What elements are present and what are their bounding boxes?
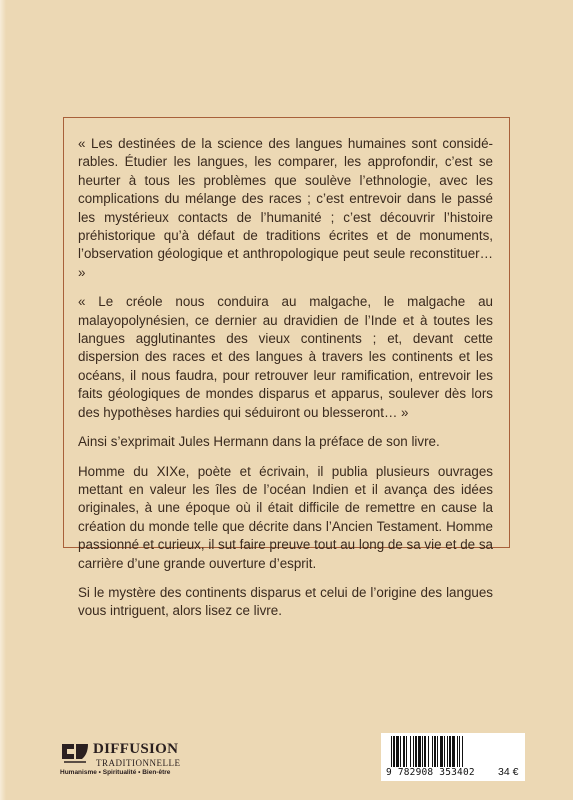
- barcode-image: [385, 736, 493, 767]
- blurb-paragraph-2: « Le créole nous conduira au malgache, le malgache au malayopolynésien, ce dernier au dravidien de l’Inde et à toutes les langues agglutinantes des vieux continents ; et, devant cette dispersion des races et des langues à travers les continents et les océans, il nous faudra, pour retrouver leur ramification, entrevoir les faits géologiques de mondes disparus et apparus, soulever dès lors des hypothèses hardies qui séduiront ou blesseront… »: [78, 294, 493, 420]
- publisher-emblem-icon: [60, 741, 90, 767]
- blurb-paragraph-4: Homme du XIXe, poète et écrivain, il publia plusieurs ouvrages mettant en valeur les îles de l’océan Indien et il avança des idées originales, à une époque où il était difficile de remettre en cause la création du monde telle que décrite dans l’Ancien Testament. Homme passionné et curieux, il sut faire preuve tout au long de sa vie et de sa carrière d’une grande ouverture d’esprit.: [78, 463, 493, 571]
- isbn-number: 9 782908 353402: [386, 767, 475, 778]
- blurb-paragraph-3: Ainsi s’exprimait Jules Hermann dans la préface de son livre.: [78, 434, 440, 450]
- cover-edge: [0, 0, 6, 800]
- barcode-label: [381, 733, 525, 781]
- blurb-paragraph-5: Si le mystère des continents disparus et celui de l’origine des langues vous intriguent, alors lisez ce livre.: [78, 584, 493, 619]
- price-label: 34 €: [498, 766, 519, 778]
- publisher-name: DIFFUSION: [93, 741, 179, 757]
- publisher-logo: [60, 739, 190, 779]
- publisher-subtitle: TRADITIONNELLE: [96, 758, 181, 768]
- publisher-tagline: Humanisme • Spiritualité • Bien-être: [60, 769, 171, 776]
- blurb-paragraph-1: « Les destinées de la science des langues humaines sont considé-rables. Étudier les langues, les comparer, les approfondir, c’est se heurter à tous les problèmes que soulève l’ethnologie, avec les complications du mélange des races ; c’est entrevoir dans le passé les mystérieux contacts de l’humanité ; c’est découvrir l’histoire préhistorique qu’à défaut de traditions écrites et de monuments, l’observation géologique et anthropologique peut seule reconstituer… »: [78, 136, 493, 280]
- blurb-frame: [63, 117, 510, 619]
